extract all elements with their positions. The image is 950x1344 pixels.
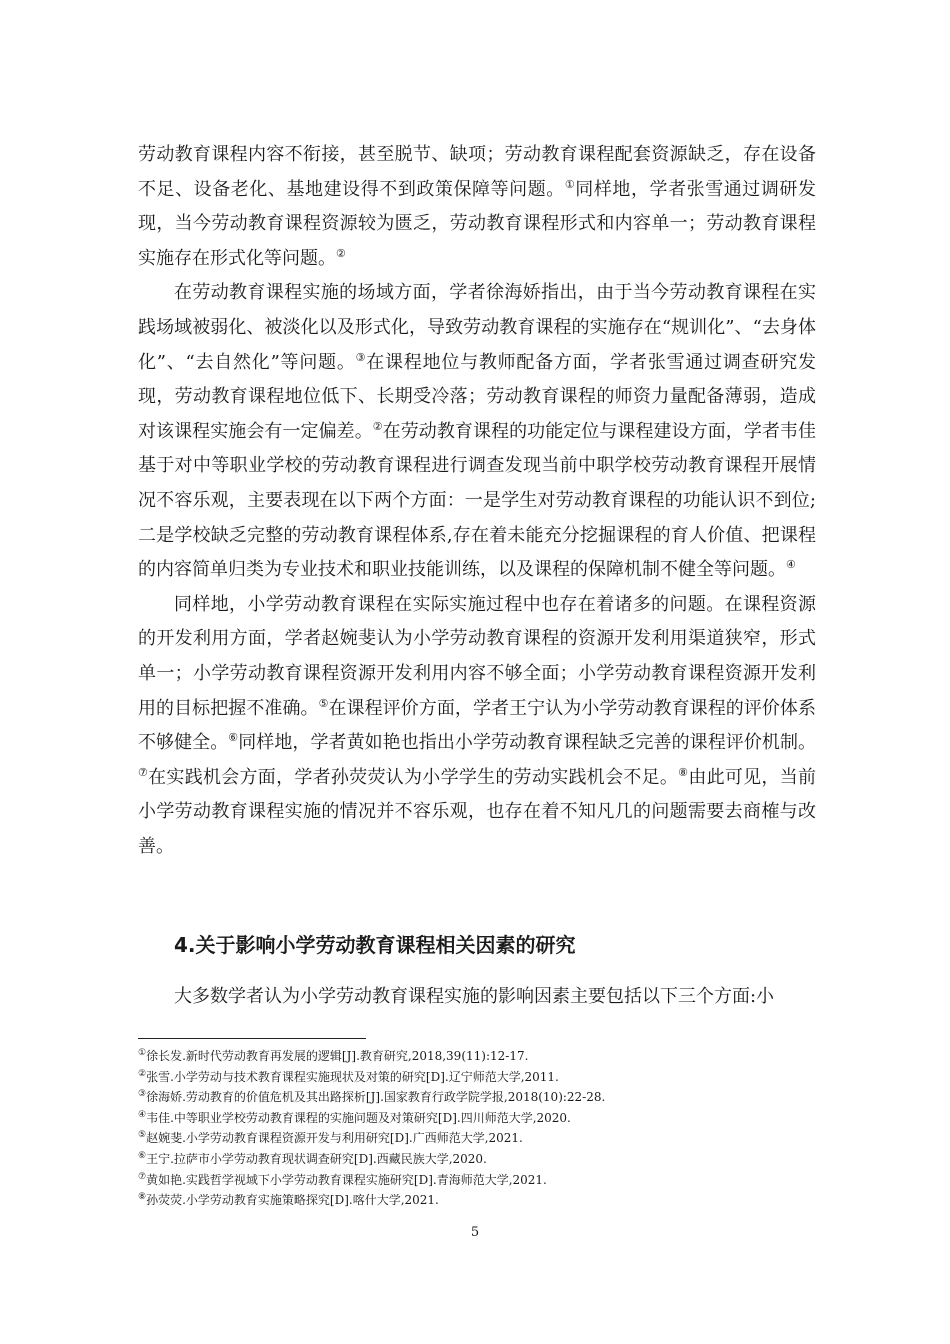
- footnote-reference: ②: [336, 246, 346, 260]
- paragraph: [138, 276, 816, 587]
- footnote-mark: ④: [138, 1109, 147, 1120]
- footnote-reference: ⑤: [318, 696, 329, 710]
- footnote-item: [138, 1067, 818, 1088]
- paragraph-text: 在课程地位与教师配备方面，学者张雪通过调查研究发现，劳动教育课程地位低下、长期受冷落；劳动教育课程的师资力量配备薄弱，造成对该课程实施会有一定偏差。: [138, 351, 816, 442]
- paragraph: [138, 138, 816, 276]
- footnote-text: 韦佳.中等职业学校劳动教育课程的实施问题及对策研究[D].四川师范大学,2020.: [146, 1110, 571, 1125]
- paragraph-text: 在实践机会方面，学者孙荧荧认为小学学生的劳动实践机会不足。: [148, 766, 679, 788]
- footnote-text: 黄如艳.实践哲学视域下小学劳动教育课程实施研究[D].青海师范大学,2021.: [146, 1172, 547, 1187]
- footnote-text: 赵婉斐.小学劳动教育课程资源开发与利用研究[D].广西师范大学,2021.: [146, 1131, 523, 1146]
- paragraph-text: 同样地，小学劳动教育课程在实际实施过程中也存在着诸多的问题。在课程资源的开发利用方面，学者赵婉斐认为小学劳动教育课程的资源开发利用渠道狭窄，形式单一；小学劳动教育课程资源开发利用内容不够全面；小学劳动教育课程资源开发利用的目标把握不准确。: [138, 593, 816, 719]
- footnote-mark: ②: [138, 1068, 147, 1079]
- footnote-reference: ②: [372, 419, 383, 433]
- footnote-item: [138, 1128, 818, 1149]
- paragraph-text: 同样地，学者黄如艳也指出小学劳动教育课程缺乏完善的课程评价机制。: [238, 732, 816, 754]
- footnote-item: [138, 1108, 818, 1129]
- footnote-reference: ⑦: [138, 765, 149, 779]
- paragraph-text: 大多数学者认为小学劳动教育课程实施的影响因素主要包括以下三个方面:小: [174, 986, 775, 1007]
- paragraph: [138, 588, 816, 865]
- footnote-mark: ⑤: [138, 1130, 147, 1141]
- page-number: 5: [470, 1225, 480, 1240]
- footnote-reference: ④: [786, 558, 796, 572]
- footnote-reference: ⑧: [678, 765, 689, 779]
- footnote-mark: ⑦: [138, 1171, 147, 1182]
- footnote-text: 徐海娇.劳动教育的价值危机及其出路探析[J].国家教育行政学院学报,2018(10):22-28.: [146, 1090, 606, 1105]
- footnote-text: 徐长发.新时代劳动教育再发展的逻辑[J].教育研究,2018,39(11):12-17.: [146, 1049, 529, 1063]
- footnote-item: [138, 1170, 818, 1191]
- footnote-reference: ①: [564, 177, 576, 191]
- footnote-item: [138, 1190, 818, 1211]
- body-text: [138, 138, 816, 864]
- footnote-item: [138, 1087, 818, 1108]
- footnotes: [138, 1046, 818, 1211]
- section-heading: 4.关于影响小学劳动教育课程相关因素的研究: [174, 933, 576, 957]
- footnote-text: 张雪.小学劳动与技术教育课程实施现状及对策的研究[D].辽宁师范大学,2011.: [146, 1069, 559, 1084]
- footnote-item: [138, 1149, 818, 1170]
- footnote-mark: ①: [138, 1048, 147, 1058]
- footnote-text: 王宁.拉萨市小学劳动教育现状调查研究[D].西藏民族大学,2020.: [146, 1151, 487, 1166]
- footnote-mark: ⑥: [138, 1150, 147, 1161]
- paragraph-text: 在劳动教育课程实施的场域方面，学者徐海娇指出，由于当今劳动教育课程在实践场域被弱化、被淡化以及形式化，导致劳动教育课程的实施存在“规训化”、“去身体化”、“去自然化”等问题。: [138, 282, 816, 373]
- footnote-mark: ⑧: [138, 1192, 147, 1203]
- paragraph-text: 由此可见，当前小学劳动教育课程实施的情况并不容乐观，也存在着不知凡几的问题需要去商榷与改善。: [138, 766, 816, 857]
- footnote-separator: [138, 1038, 366, 1039]
- paragraph-text: 同样地，学者张雪通过调研发现，当今劳动教育课程资源较为匮乏，劳动教育课程形式和内容单一；劳动教育课程实施存在形式化等问题。: [138, 178, 816, 269]
- footnote-item: [138, 1046, 818, 1067]
- paragraph-text: 在劳动教育课程的功能定位与课程建设方面，学者韦佳基于对中等职业学校的劳动教育课程进行调查发现当前中职学校劳动教育课程开展情况不容乐观，主要表现在以下两个方面：一是学生对劳动教育课程的功能认识不到位;二是学校缺乏完整的劳动教育课程体系,存在着未能充分挖掘课程的育人价值、把课程的内容简单归类为专业技术和职业技能训练，以及课程的保障机制不健全等问题。: [138, 420, 816, 581]
- footnote-mark: ③: [138, 1089, 147, 1100]
- footnote-reference: ③: [355, 350, 367, 364]
- paragraph-continued: [138, 980, 816, 1015]
- paragraph-text: 在课程评价方面，学者王宁认为小学劳动教育课程的评价体系不够健全。: [138, 697, 816, 754]
- paragraph-text: 劳动教育课程内容不衔接，甚至脱节、缺项；劳动教育课程配套资源缺乏，存在设备不足、设备老化、基地建设得不到政策保障等问题。: [138, 144, 816, 200]
- footnote-text: 孙荧荧.小学劳动教育实施策略探究[D].喀什大学,2021.: [146, 1193, 439, 1208]
- footnote-reference: ⑥: [228, 731, 239, 745]
